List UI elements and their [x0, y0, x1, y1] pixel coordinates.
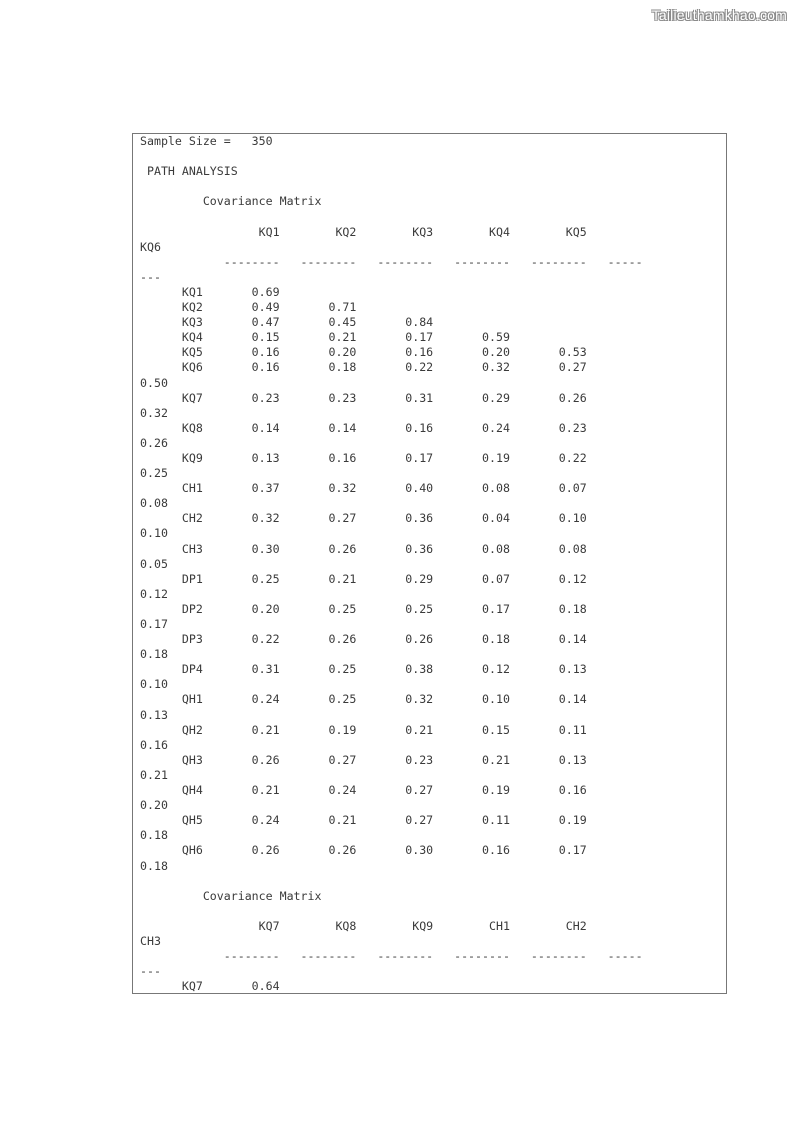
- output-line: 0.13: [140, 707, 168, 722]
- output-line: CH1 0.37 0.32 0.40 0.08 0.07: [140, 481, 587, 496]
- output-line: 0.17: [140, 617, 168, 631]
- output-line: 0.18: [140, 647, 168, 662]
- output-line: 0.21: [140, 767, 168, 782]
- output-line: 0.32: [140, 405, 168, 420]
- output-line: KQ2 0.49 0.71: [140, 300, 357, 315]
- output-line: QH3 0.26 0.27 0.23 0.21 0.13: [140, 752, 587, 767]
- output-line: KQ7 KQ8 KQ9 CH1 CH2: [140, 918, 587, 933]
- output-line: 0.18: [140, 858, 168, 873]
- output-line: Covariance Matrix: [140, 194, 322, 209]
- output-line: DP2 0.20 0.25 0.25 0.17 0.18: [140, 601, 587, 616]
- output-line: -------- -------- -------- -------- -------- -----: [140, 254, 643, 269]
- output-line: DP3 0.22 0.26 0.26 0.18 0.14: [140, 632, 587, 647]
- output-line: QH2 0.21 0.19 0.21 0.15 0.11: [140, 722, 587, 737]
- output-line: QH6 0.26 0.26 0.30 0.16 0.17: [140, 843, 587, 858]
- output-line: [140, 209, 643, 224]
- output-line: 0.50: [140, 375, 168, 390]
- output-line: 0.16: [140, 737, 168, 752]
- program-output: [140, 134, 643, 994]
- output-line: KQ6: [140, 239, 161, 254]
- output-line: [140, 904, 643, 919]
- output-line: KQ6 0.16 0.18 0.22 0.32 0.27: [140, 360, 587, 375]
- output-line: CH3: [140, 933, 161, 948]
- output-line: KQ9 0.13 0.16 0.17 0.19 0.22: [140, 450, 587, 465]
- output-line: QH5 0.24 0.21 0.27 0.11 0.19: [140, 813, 587, 828]
- output-line: KQ7 0.23 0.23 0.31 0.29 0.26: [140, 390, 587, 405]
- output-line: KQ4 0.15 0.21 0.17 0.59: [140, 330, 510, 345]
- output-line: 0.05: [140, 556, 168, 571]
- output-line: 0.10: [140, 677, 168, 692]
- output-line: [140, 874, 643, 889]
- output-line: Covariance Matrix: [140, 888, 322, 903]
- output-line: KQ5 0.16 0.20 0.16 0.20 0.53: [140, 345, 587, 360]
- output-line: [140, 149, 643, 164]
- output-line: QH4 0.21 0.24 0.27 0.19 0.16: [140, 783, 587, 798]
- output-line: 0.12: [140, 586, 168, 601]
- output-line: CH3 0.30 0.26 0.36 0.08 0.08: [140, 541, 587, 556]
- output-line: DP4 0.31 0.25 0.38 0.12 0.13: [140, 662, 587, 677]
- output-line: 0.10: [140, 526, 168, 541]
- output-line: 0.20: [140, 798, 168, 813]
- output-line: PATH ANALYSIS: [140, 164, 238, 179]
- output-line: 0.08: [140, 496, 168, 511]
- output-line: CH2 0.32 0.27 0.36 0.04 0.10: [140, 511, 587, 526]
- output-line: KQ1 KQ2 KQ3 KQ4 KQ5: [140, 224, 587, 239]
- output-line: ---: [140, 964, 161, 979]
- output-line: KQ3 0.47 0.45 0.84: [140, 315, 434, 330]
- output-line: KQ8 0.14 0.14 0.16 0.24 0.23: [140, 420, 587, 435]
- output-line: 0.18: [140, 828, 168, 843]
- output-line: DP1 0.25 0.21 0.29 0.07 0.12: [140, 571, 587, 586]
- output-line: ---: [140, 269, 161, 284]
- output-line: 0.25: [140, 466, 168, 481]
- watermark-text: Tailieuthamkhao.com: [651, 7, 787, 23]
- output-line: QH1 0.24 0.25 0.32 0.10 0.14: [140, 692, 587, 707]
- output-frame: [132, 133, 727, 994]
- output-line: KQ7 0.64: [140, 979, 280, 994]
- output-line: Sample Size = 350: [140, 134, 273, 148]
- output-line: KQ1 0.69: [140, 284, 280, 299]
- output-line: 0.26: [140, 435, 168, 450]
- output-line: -------- -------- -------- -------- -------- -----: [140, 949, 643, 964]
- output-line: [140, 179, 643, 194]
